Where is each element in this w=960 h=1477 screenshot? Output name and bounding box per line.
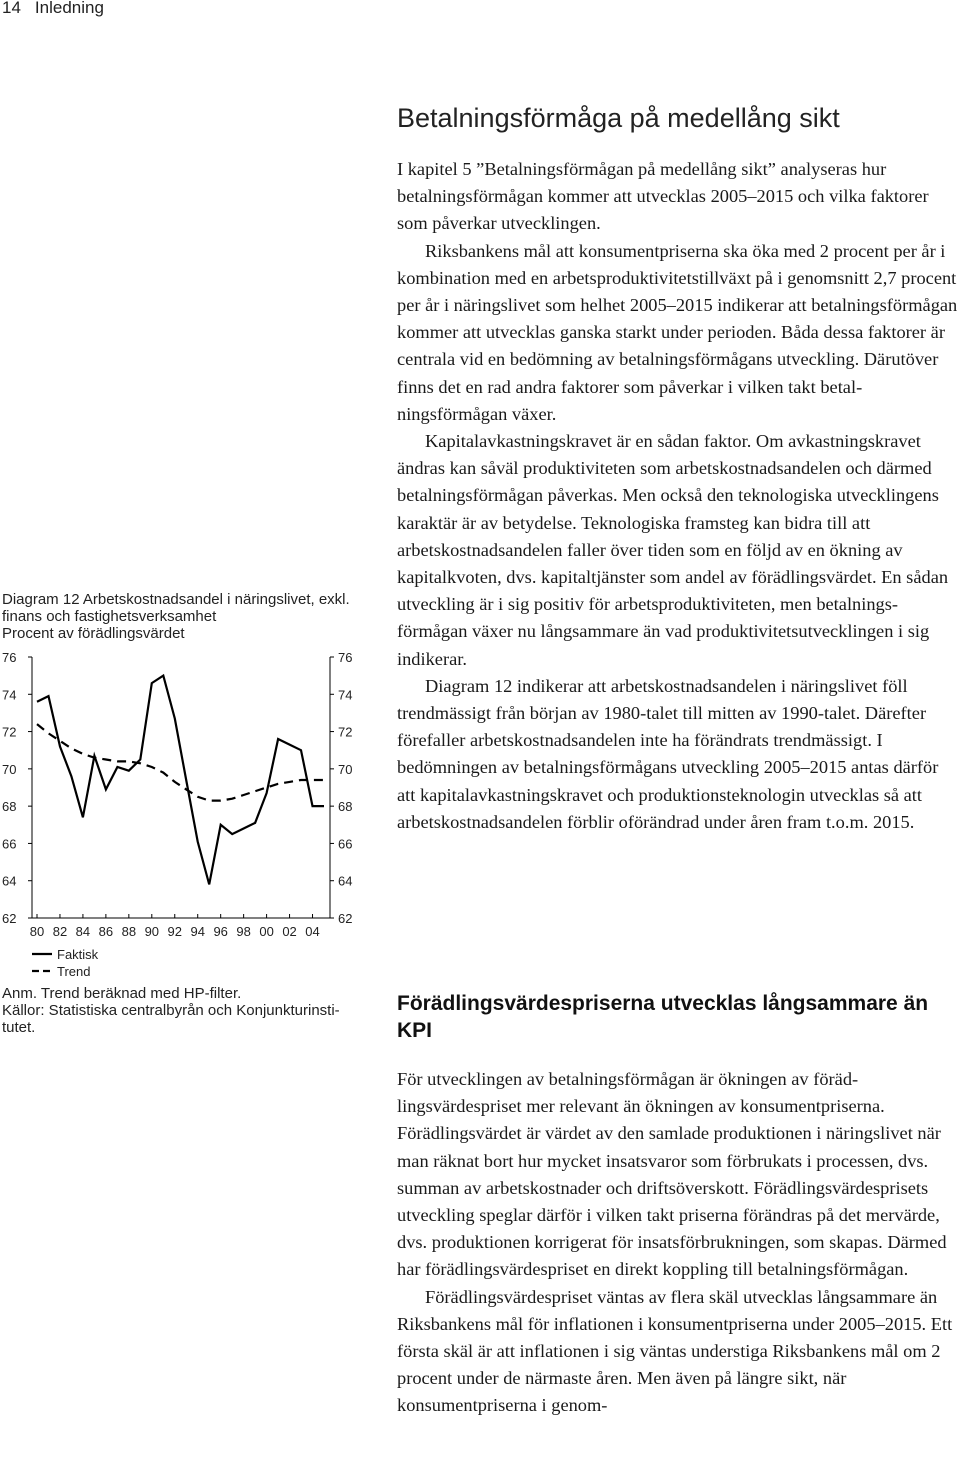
subheading: Förädlingsvärdespriserna utvecklas långsammare än KPI [397,992,929,1042]
y-tick-label-left: 64 [2,873,17,889]
x-tick-label: 92 [167,924,182,939]
y-tick-label-left: 74 [2,687,17,703]
text-block-1 [397,156,960,836]
series-line-trend [37,724,324,801]
y-tick-label-right: 62 [338,911,353,926]
paragraph: I kapitel 5 ”Betalningsförmågan på medellång sikt” analyseras hur betalningsförmågan kommer att utvecklas 2005–2015 och vilka faktorer som påverkar utvecklingen. [397,159,929,234]
section-heading: Betalningsförmåga på medellång sikt [397,103,840,133]
y-tick-label-right: 76 [338,651,353,665]
sidebar [2,591,366,1036]
x-tick-label: 86 [98,924,114,939]
section-name: Inledning [34,0,104,17]
x-tick-label: 02 [282,924,297,939]
y-tick-label-right: 66 [338,836,353,852]
paragraph: För utvecklingen av betalningsförmågan är ökningen av förädlingsvärdespriset mer relevant än ökningen av konsumentpriserna. Förädlingsvärdet är värdet av den samlade produktionen i näringslivet när man räknat bort hur mycket insatsvaror som förbrukats i processen, dvs. summan av arbetskostnader och driftsöverskott. Förädlingsvärdesprisets utveckling speglar därför i vilken takt priserna förändras på det mervärde, dvs. produktionen korrigerat för insatsförbrukningen, som skapas. Därmed har förädlingsvärdespriset en direkt koppling till betalningsförmågan. [397,1069,947,1280]
diagram-unit: Procent av förädlingsvärdet [2,625,185,642]
series-line-faktisk [37,676,324,885]
x-tick-label: 04 [305,924,320,939]
legend-label-faktisk: Faktisk [57,947,99,962]
page-number: 14 [2,0,21,17]
paragraph: Förädlingsvärdespriset väntas av flera skäl utvecklas långsammare än Riksbankens mål för inflationen i konsumentpriserna under 2005–2015. Ett första skäl är att inflationen i sig väntas understiga Riksbankens mål om 2 procent under de närmaste åren. Men även på längre sikt, när konsumentpriserna i genom- [397,1286,953,1416]
y-tick-label-right: 72 [338,724,353,740]
legend-label-trend: Trend [57,964,91,979]
x-tick-label: 82 [52,924,68,939]
chart-container [2,651,366,981]
x-tick-label: 94 [190,924,205,939]
x-tick-label: 00 [259,924,274,939]
y-tick-label-right: 64 [338,873,353,889]
paragraph: Riksbankens mål att konsumentpriserna ska öka med 2 procent per år i kombination med en arbetsproduktivitetstillväxt på i genomsnitt 2,7 procent per år i näringslivet som helhet 2005–2015 indikerar att betalningsförmågan kommer att utvecklas ganska starkt under perioden. Båda dessa faktorer är centrala vid en bedömning av betalningsförmågans utveckling. Därutöver finns det en rad andra faktorer som påverkar i vilken takt betalningsförmågan växer. [397,240,958,424]
text-block-2 [397,1066,960,1420]
diagram-caption: Diagram 12 Arbetskostnadsandel i näringslivet, exkl. finans och fastighetsverksamhet [2,591,350,625]
x-tick-label: 84 [75,924,91,939]
line-chart [2,651,366,981]
y-tick-label-left: 72 [2,724,17,740]
chart-note-sources: Källor: Statistiska centralbyrån och Konjunkturinstitutet. [2,1002,340,1036]
y-tick-label-right: 68 [338,799,353,815]
y-tick-label-right: 70 [338,761,353,777]
subheading-wrap [397,990,960,1044]
x-tick-label: 98 [236,924,251,939]
paragraph: Diagram 12 indikerar att arbetskostnadsandelen i näringslivet föll trendmässigt från början av 1980-talet till mitten av 1990-talet. Därefter förefaller arbetskostnadsandelen inte ha förändrats trendmässigt. I bedömningen av betalningsförmågans utveckling 2005–2015 antas därför att kapitalavkastningskravet och produktionsteknologin utvecklas så att arbetskostnadsandelen förblir oförändrad under åren fram t.o.m. 2015. [397,675,939,832]
y-tick-label-left: 68 [2,799,17,815]
y-tick-label-left: 66 [2,836,17,852]
y-tick-label-left: 62 [2,911,17,926]
chart-notes [2,985,366,1036]
y-tick-label-right: 74 [338,687,353,703]
running-header [2,0,104,18]
chart-note-anm: Anm. Trend beräknad med HP-filter. [2,985,242,1002]
x-tick-label: 80 [29,924,45,939]
x-tick-label: 88 [121,924,137,939]
y-tick-label-left: 76 [2,651,17,665]
y-tick-label-left: 70 [2,761,17,777]
x-tick-label: 90 [144,924,160,939]
paragraph: Kapitalavkastningskravet är en sådan faktor. Om avkastningskravet ändras kan såväl produktiviteten som arbetskostnadsandelen och därmed betalningsförmågan påverkas. Men också den teknologiska utvecklingens karaktär är av betydelse. Teknologiska framsteg kan bidra till att arbetskostnadsandelen faller över tiden som en följd av en ökning av kapitalkvoten, dvs. kapitaltjänster som andel av förädlingsvärdet. En sådan utveckling är i sig positiv för arbetsproduktiviteten, men betalningsförmågan växer nu långsammare än vad produktivitetsutvecklingen i sig indikerar. [397,431,949,669]
main-column [397,102,960,1416]
x-tick-label: 96 [213,924,228,939]
